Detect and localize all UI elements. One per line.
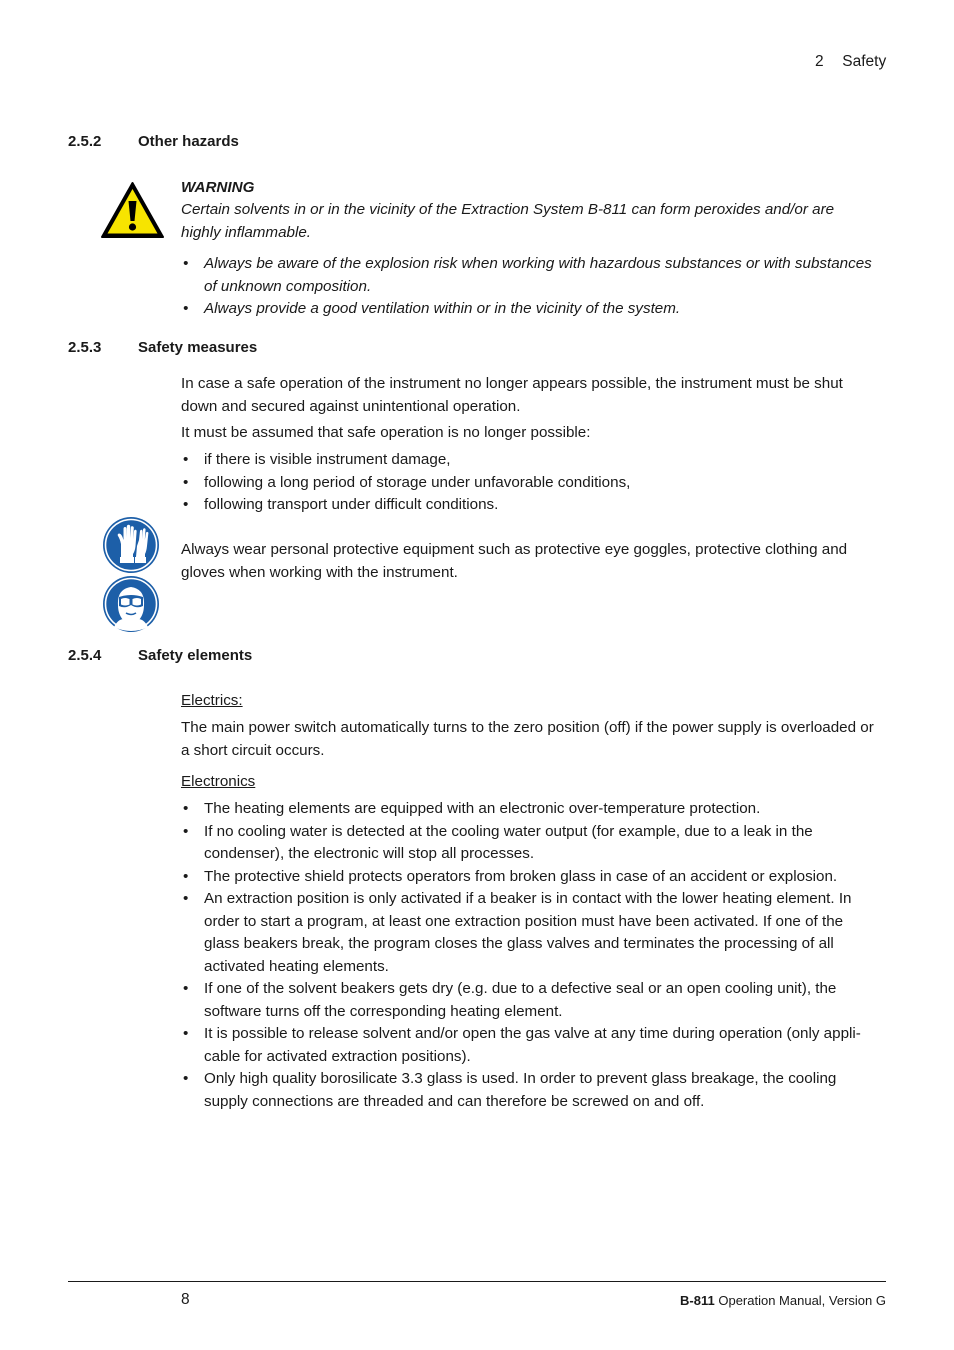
list-item: • The protective shield protects operators from broken glass in case of an accident or explosion. — [181, 866, 881, 889]
chapter-number: 2 — [815, 53, 824, 70]
measures-paragraph-2: It must be assumed that safe operation is no longer possible: — [181, 424, 591, 441]
ppe-text: Always wear personal protective equipment such as protective eye goggles, protective clothing and gloves when working with the instrument. — [181, 541, 848, 581]
electrics-label: Electrics: — [181, 692, 243, 709]
eye-protection-icon — [102, 575, 160, 633]
measures-paragraph-1: In case a safe operation of the instrument no longer appears possible, the instrument must be shut down and secured against unintentional operation. — [181, 375, 843, 415]
warning-label: WARNING — [181, 179, 255, 196]
list-item: • If one of the solvent beakers gets dry (e.g. due to a defective seal or an open cooling unit), the software turns off the corresponding heating element. — [181, 978, 881, 1023]
list-item: • If no cooling water is detected at the cooling water output (for example, due to a leak in the condenser), the electronic will stop all processes. — [181, 821, 881, 866]
doc-title: Operation Manual, Version G — [714, 1293, 886, 1308]
section-title-safety-measures: Safety measures — [138, 339, 258, 356]
section-title-safety-elements: Safety elements — [138, 647, 253, 664]
page-number: 8 — [181, 1291, 190, 1308]
footer-rule — [68, 1281, 886, 1282]
electronics-list — [181, 798, 881, 1113]
list-item: • following a long period of storage under unfavorable conditions, — [181, 472, 881, 495]
model-name: B-811 — [680, 1293, 715, 1308]
list-item: • The heating elements are equipped with an electronic over-temperature protection. — [181, 798, 881, 821]
list-item: • An extraction position is only activated if a beaker is in contact with the lower heating element. In order to start a program, at least one extraction position must have been activated. If one of the glass beakers break, the program closes the glass valves and terminates the processing of all activated heating elements. — [181, 888, 881, 978]
electronics-label: Electronics — [181, 773, 256, 790]
section-number-2-5-2: 2.5.2 — [68, 133, 102, 150]
list-item: • It is possible to release solvent and/or open the gas valve at any time during operation (only applicable for activated extraction positions). — [181, 1023, 881, 1068]
list-item: • Only high quality borosilicate 3.3 glass is used. In order to prevent glass breakage, the cooling supply connections are threaded and can therefore be screwed on and off. — [181, 1068, 881, 1113]
warning-text: Certain solvents in or in the vicinity of the Extraction System B-811 can form peroxides and/or are highly inflammable. — [181, 201, 835, 241]
chapter-title: Safety — [842, 53, 887, 70]
list-item: • Always provide a good ventilation within or in the vicinity of the system. — [181, 298, 881, 321]
measures-list — [181, 449, 881, 517]
list-item: • Always be aware of the explosion risk when working with hazardous substances or with substances of unknown composition. — [181, 253, 881, 298]
gloves-icon — [102, 516, 160, 574]
section-title-other-hazards: Other hazards — [138, 133, 239, 150]
warning-list — [181, 253, 881, 321]
list-item: • if there is visible instrument damage, — [181, 449, 881, 472]
warning-triangle-icon — [100, 181, 165, 239]
electrics-text: The main power switch automatically turns to the zero position (off) if the power supply is overloaded or a short circuit occurs. — [181, 719, 874, 759]
running-header — [815, 53, 886, 71]
footer-document-title — [680, 1293, 886, 1308]
section-number-2-5-4: 2.5.4 — [68, 647, 102, 664]
section-number-2-5-3: 2.5.3 — [68, 339, 102, 356]
list-item: • following transport under difficult conditions. — [181, 494, 881, 517]
